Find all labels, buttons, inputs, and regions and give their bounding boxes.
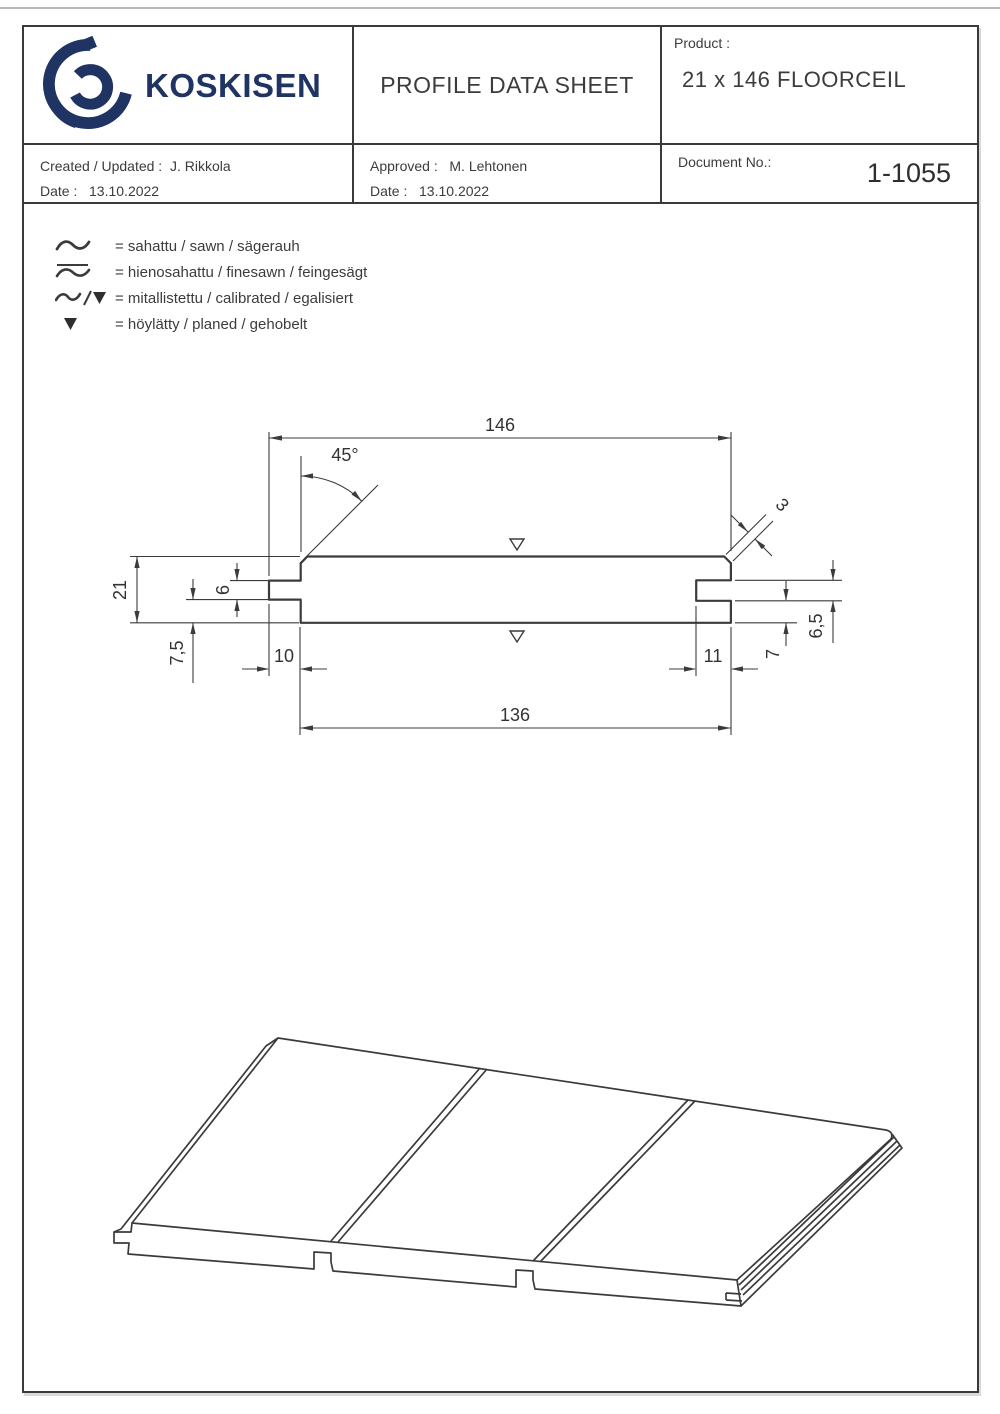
logo-cell (24, 27, 354, 143)
dim-thickness: 21 (110, 579, 130, 601)
document-no-cell (662, 145, 977, 202)
dim-bottom-width: 136 (499, 705, 531, 725)
product-label: Product : (674, 35, 731, 51)
planed-mark-top-icon (510, 539, 524, 550)
title-cell (354, 27, 662, 143)
extension-lines (130, 432, 842, 735)
created-cell (24, 145, 354, 202)
approved-by-line: Approved : M. Lehtonen (370, 158, 528, 174)
dim-tongue-thickness: 6 (213, 584, 233, 596)
legend-label: = mitallistettu / calibrated / egalisiert (115, 289, 354, 307)
created-date-line: Date : 13.10.2022 (40, 183, 160, 199)
header-row-1 (24, 27, 977, 145)
legend-row-planed (55, 311, 367, 337)
calibrated-tilde-slash-triangle-icon (55, 289, 115, 307)
approved-cell (354, 145, 662, 202)
dimension-lines (137, 438, 833, 728)
legend-label: = hienosahattu / finesawn / feingesägt (115, 263, 368, 281)
document-no-label: Document No.: (678, 154, 772, 170)
isometric-boards-drawing (100, 1000, 940, 1340)
legend-label: = sahattu / sawn / sägerauh (115, 237, 300, 255)
page-top-divider (0, 7, 1000, 9)
planed-mark-bottom-icon (510, 631, 524, 642)
boards-top-surface (132, 1038, 892, 1280)
cross-section-drawing (110, 400, 870, 750)
dim-overall-width: 146 (484, 415, 516, 435)
surface-finish-legend (55, 233, 367, 337)
legend-label: = höylätty / planed / gehobelt (115, 315, 308, 333)
legend-row-sawn (55, 233, 367, 259)
planed-triangle-icon (55, 316, 115, 332)
finesawn-tilde-overline-icon (55, 262, 115, 282)
sawn-tilde-icon (55, 237, 115, 255)
angle-arc (301, 476, 362, 501)
dim-tongue-length: 10 (273, 646, 295, 666)
brand-wordmark: KOSKISEN (145, 67, 322, 104)
dimension-arrowheads (134, 435, 835, 730)
created-by-line: Created / Updated : J. Rikkola (40, 158, 231, 174)
product-cell (662, 27, 977, 143)
page-title: PROFILE DATA SHEET (380, 71, 634, 98)
dim-groove-depth: 11 (703, 646, 723, 666)
dim-groove-bottom-offset: 7 (763, 648, 783, 660)
header-row-2 (24, 145, 977, 204)
product-value: 21 x 146 FLOORCEIL (682, 67, 907, 92)
dim-groove-height: 6,5 (806, 613, 826, 639)
dim-tongue-bottom-offset: 7,5 (167, 640, 187, 666)
koskisen-logo-icon (36, 35, 136, 135)
legend-row-finesawn (55, 259, 367, 285)
board-profile-outline (269, 557, 731, 623)
dim-chamfer-angle: 45° (331, 445, 359, 465)
approved-date-line: Date : 13.10.2022 (370, 183, 490, 199)
legend-row-calibrated (55, 285, 367, 311)
document-no-value: 1-1055 (866, 158, 951, 188)
dim-chamfer-width: 3 (771, 494, 793, 516)
